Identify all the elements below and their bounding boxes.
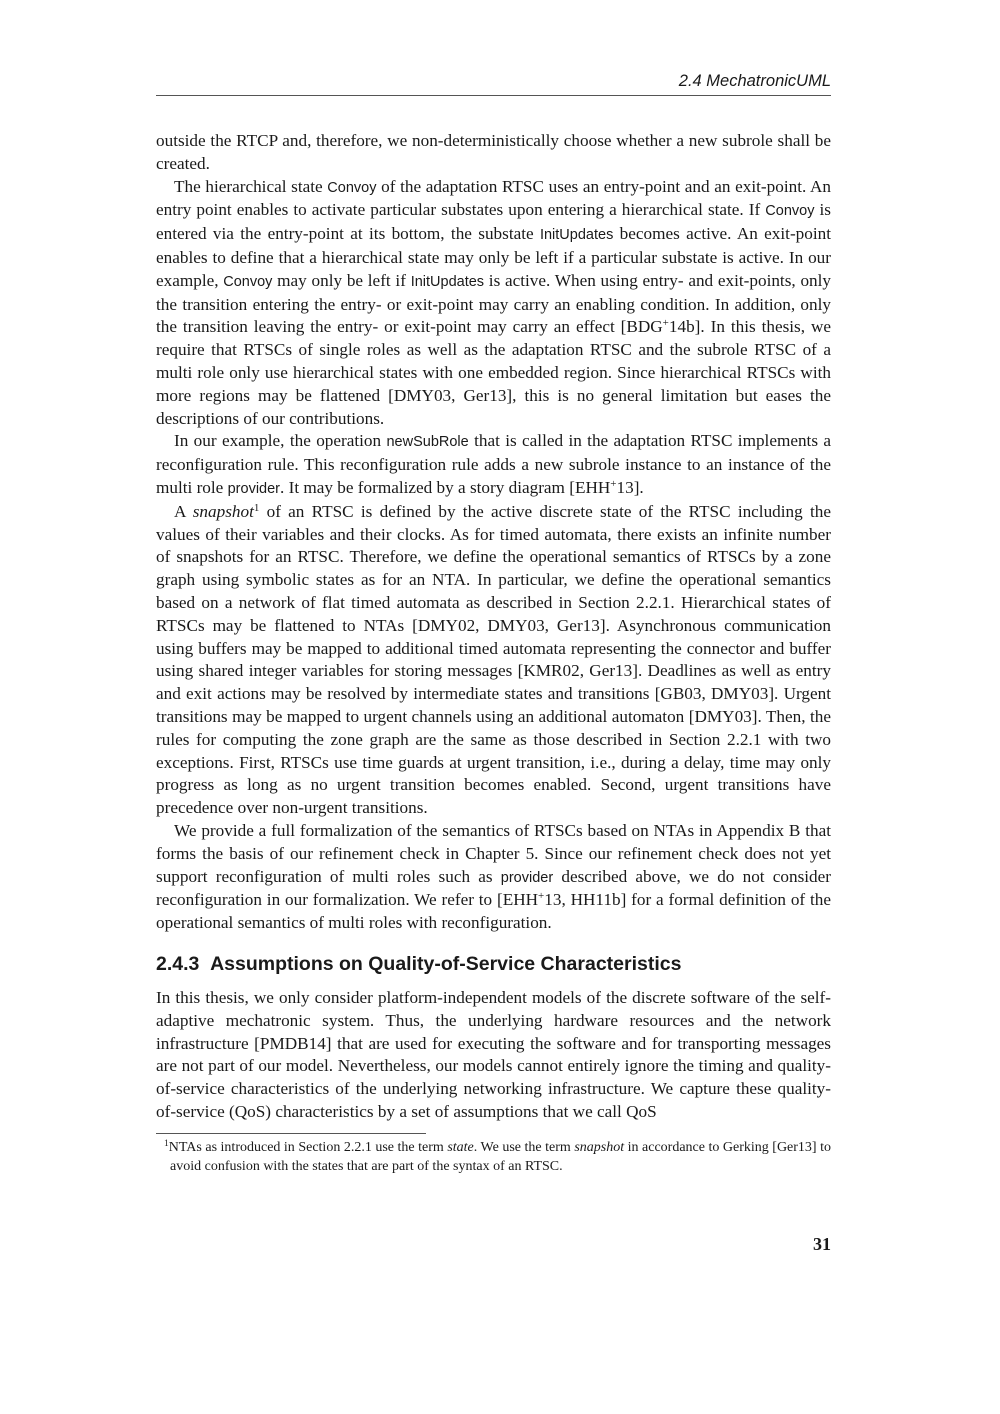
- p5-text: We provide a full formalization of the semantics of RTSCs based on NTAs in Appendix B that forms the basis of our refinement check in Chapter 5. Since our refinement check does not yet support reconfiguration of multi roles such as: [156, 820, 831, 886]
- paragraph-5: [156, 820, 831, 935]
- p2-text: The hierarchical state: [174, 176, 328, 196]
- footnote-rule: [156, 1133, 426, 1134]
- citation-superscript: +: [538, 890, 545, 903]
- operation-name: newSubRole: [386, 434, 469, 451]
- section-heading: [156, 952, 831, 976]
- p4-text: of an RTSC is defined by the active discrete state of the RTSC including the values of their variables and their clocks. As for timed automata, there exists an infinite number of snapshots for an RTSC. Therefore, we define the operational semantics of RTSCs by a zone graph using symbolic states as for an NTA. In particular, we define the operational semantics based on a network of flat timed automata as described in Section 2.2.1. Hierarchical states of RTSCs may be flattened to NTAs [DMY02, DMY03, Ger13]. Asynchronous communication using buffers may be mapped to additional timed automata representing the connector and buffer using shared integer variables for storing messages [KMR02, Ger13]. Deadlines as well as entry and exit actions may be resolved by intermediate states and transitions [GB03, DMY03]. Urgent transitions may be mapped to urgent channels using an additional automaton [DMY03]. Then, the rules for computing the zone graph are the same as those described in Section 2.2.1 with two exceptions. First, RTSCs use time guards at urgent transition, i.e., during a delay, time may only progress as long as no urgent transition becomes enabled. Second, urgent transitions have precedence over non-urgent transitions.: [156, 501, 831, 818]
- state-name-convoy: Convoy: [223, 273, 273, 290]
- footnote-marker: 1: [253, 501, 260, 514]
- footnote-term-state: state: [447, 1140, 474, 1155]
- footnote: [156, 1139, 831, 1176]
- section-paragraph: In this thesis, we only consider platform-independent models of the discrete software of the self-adaptive mechatronic system. Thus, the underlying hardware resources and the network infrastructure [PMDB14] that are used for executing the software and for transporting messages are not part of our model. Nevertheless, our models cannot entirely ignore the timing and quality-of-service characteristics of the underlying networking infrastructure. We capture these quality-of-service (QoS) characteristics by a set of assumptions that we call QoS: [156, 988, 831, 1121]
- header-rule: [156, 95, 831, 96]
- paragraph-4: [156, 501, 831, 820]
- p2-text: may only be left if: [272, 270, 411, 290]
- p3-text: 13].: [616, 477, 644, 497]
- p2-text: of the adaptation RTSC uses an entry-point and an exit-point. An entry point enables to activate particular substates upon entering a hierarchical state. If: [156, 176, 831, 220]
- paragraph-3: [156, 430, 831, 500]
- footnote-text: NTAs as introduced in Section 2.2.1 use the term: [168, 1140, 448, 1155]
- p3-text: . It may be formalized by a story diagram [EHH: [280, 477, 611, 497]
- p5-text: described above, we do not consider reconfiguration in our formalization. We refer to [EHH: [156, 866, 831, 910]
- running-header: 2.4 MechatronicUML: [678, 72, 831, 90]
- term-snapshot: snapshot: [192, 501, 254, 521]
- footnote-text: . We use the term: [473, 1140, 575, 1155]
- p3-text: that is called in the adaptation RTSC implements a reconfiguration rule. This reconfiguration rule adds a new subrole instance to an instance of the multi role: [156, 431, 832, 497]
- state-name-initupdates: InitUpdates: [539, 227, 614, 244]
- footnote-term-snapshot: snapshot: [574, 1140, 625, 1155]
- section-title: Assumptions on Quality-of-Service Characteristics: [210, 953, 682, 975]
- page-number: 31: [813, 1234, 831, 1254]
- p2-text: is active. When using entry- and exit-points, only the transition entering the entry- or exit-point may carry an enabling condition. In addition, only the transition leaving the entry- or exit-point may carry an effect [BDG: [156, 270, 831, 337]
- section-body: [156, 987, 831, 1124]
- footnote-text: in accordance to Gerking [Ger13] to avoid confusion with the states that are part of the syntax of an RTSC.: [170, 1140, 831, 1174]
- state-name-convoy: Convoy: [327, 179, 377, 196]
- state-name-initupdates: InitUpdates: [410, 273, 485, 290]
- paragraph-2: [156, 176, 831, 431]
- role-name-provider: provider: [500, 869, 554, 886]
- citation-superscript: +: [610, 477, 617, 490]
- p5-text: 13, HH11b] for a formal definition of the operational semantics of multi roles with reconfiguration.: [156, 890, 831, 933]
- p4-text: A: [174, 501, 193, 521]
- p3-text: In our example, the operation: [174, 431, 387, 451]
- role-name-provider: provider: [227, 480, 280, 497]
- p2-text: becomes active. An exit-point enables to define that a hierarchical state may only be left if a particular substate is active. In our example,: [156, 224, 832, 290]
- paragraph-1: outside the RTCP and, therefore, we non-deterministically choose whether a new subrole shall be created.: [156, 131, 831, 173]
- body-text: [156, 130, 831, 935]
- p2-text: 14b]. In this thesis, we require that RTSCs of single roles as well as the adaptation RTSC and the subrole RTSC of a multi role only use hierarchical states with one embedded region. Since hierarchical RTSCs with more regions may be flattened [DMY03, Ger13], this is no general limitation but eases the descriptions of our contributions.: [156, 317, 831, 428]
- p2-text: is entered via the entry-point at its bottom, the substate: [156, 200, 831, 244]
- citation-superscript: +: [662, 317, 669, 330]
- state-name-convoy: Convoy: [765, 203, 815, 220]
- footnote-number: 1: [164, 1139, 169, 1149]
- section-number: 2.4.3: [156, 953, 200, 975]
